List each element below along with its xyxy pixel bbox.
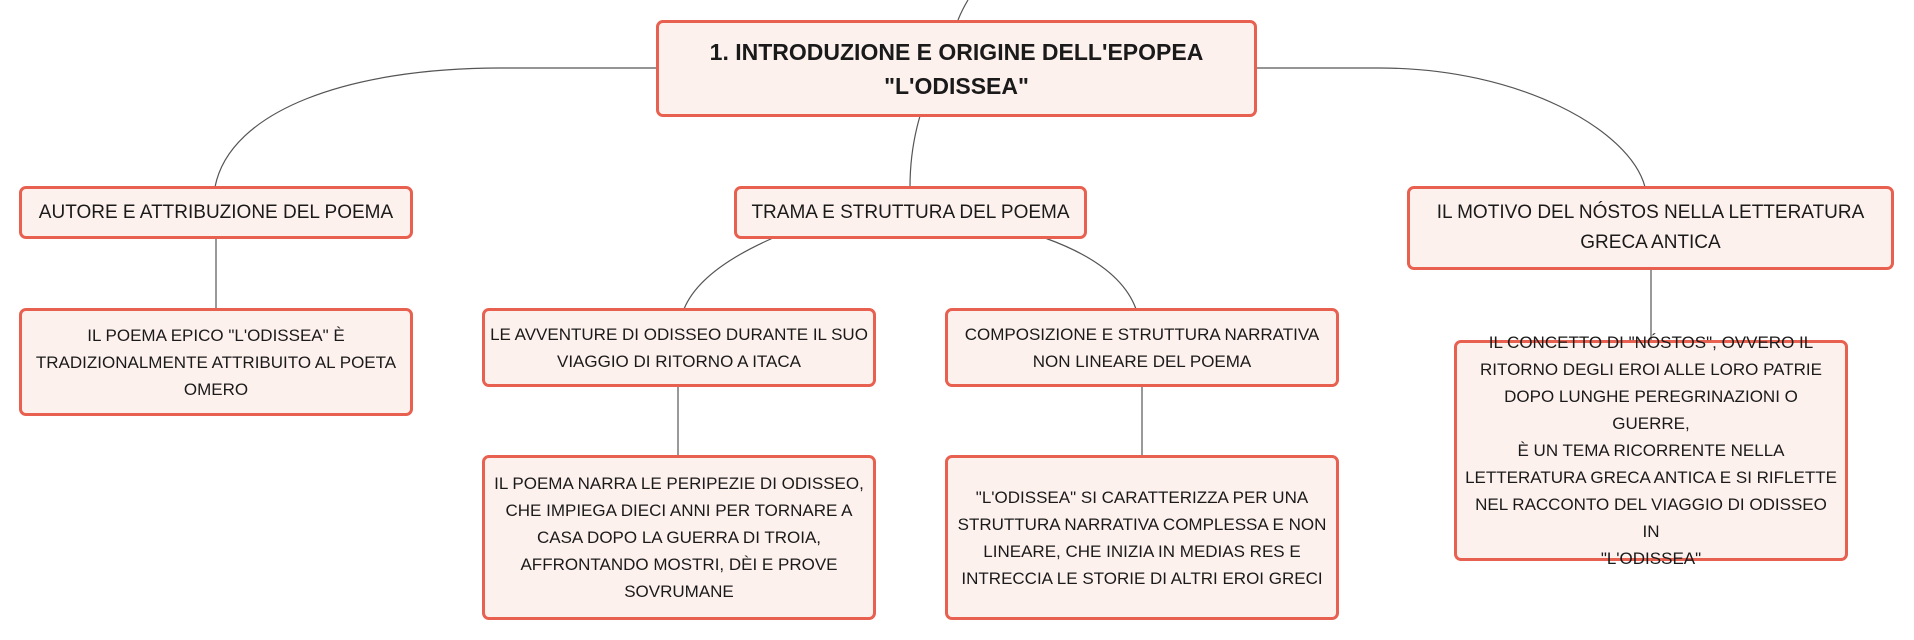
detail-nostos-line-7: "L'ODISSEA" bbox=[1600, 549, 1702, 568]
connector-trama-to-composizione bbox=[1045, 238, 1136, 309]
detail-nostos-line-1: IL CONCETTO DI "NÓSTOS", OVVERO IL bbox=[1488, 333, 1814, 352]
detail-composizione-line-3: LINEARE, CHE INIZIA IN MEDIAS RES E bbox=[983, 541, 1301, 561]
detail-nostos-line-3: DOPO LUNGHE PEREGRINAZIONI O GUERRE, bbox=[1504, 387, 1798, 433]
topic-nostos[interactable] bbox=[1407, 186, 1894, 270]
detail-nostos-line-6: NEL RACCONTO DEL VIAGGIO DI ODISSEO IN bbox=[1475, 495, 1827, 541]
detail-composizione-line-2: STRUTTURA NARRATIVA COMPLESSA E NON bbox=[957, 514, 1327, 534]
detail-avventure-line-4: AFFRONTANDO MOSTRI, DÈI E PROVE bbox=[520, 555, 838, 574]
root-line-1: 1. INTRODUZIONE E ORIGINE DELL'EPOPEA bbox=[709, 38, 1204, 65]
detail-avventure-line-1: IL POEMA NARRA LE PERIPEZIE DI ODISSEO, bbox=[494, 474, 864, 493]
root-node[interactable] bbox=[656, 20, 1257, 117]
detail-nostos-line-5: LETTERATURA GRECA ANTICA E SI RIFLETTE bbox=[1465, 468, 1837, 487]
detail-autore-line-3: OMERO bbox=[183, 379, 249, 399]
detail-avventure-line-5: SOVRUMANE bbox=[624, 582, 734, 601]
detail-composizione-line-4: INTRECCIA LE STORIE DI ALTRI EROI GRECI bbox=[961, 568, 1323, 588]
detail-autore[interactable] bbox=[19, 308, 413, 416]
connector-root-to-autore bbox=[215, 68, 657, 187]
topic-autore-label: AUTORE E ATTRIBUZIONE DEL POEMA bbox=[38, 201, 394, 223]
subtopic-avventure-line-2: VIAGGIO DI RITORNO A ITACA bbox=[556, 351, 802, 371]
connector-parent-to-root bbox=[958, 0, 968, 20]
connector-root-to-nostos bbox=[1255, 68, 1645, 187]
detail-nostos-line-4: È UN TEMA RICORRENTE NELLA bbox=[1517, 441, 1785, 460]
subtopic-avventure[interactable] bbox=[482, 308, 876, 387]
detail-autore-line-1: IL POEMA EPICO "L'ODISSEA" È bbox=[87, 325, 345, 345]
subtopic-composizione[interactable] bbox=[945, 308, 1339, 387]
detail-avventure[interactable] bbox=[482, 455, 876, 620]
detail-avventure-line-2: CHE IMPIEGA DIECI ANNI PER TORNARE A bbox=[505, 501, 853, 520]
topic-autore[interactable] bbox=[19, 186, 413, 239]
detail-composizione-line-1: "L'ODISSEA" SI CARATTERIZZA PER UNA bbox=[975, 487, 1309, 507]
topic-trama-label: TRAMA E STRUTTURA DEL POEMA bbox=[751, 201, 1070, 223]
connector-root-to-trama bbox=[910, 116, 920, 187]
subtopic-composizione-line-2: NON LINEARE DEL POEMA bbox=[1032, 351, 1252, 371]
topic-nostos-line-2: GRECA ANTICA bbox=[1580, 232, 1721, 253]
detail-composizione[interactable] bbox=[945, 455, 1339, 620]
subtopic-avventure-line-1: LE AVVENTURE DI ODISSEO DURANTE IL SUO bbox=[490, 324, 868, 344]
topic-nostos-line-1: IL MOTIVO DEL NÓSTOS NELLA LETTERATURA bbox=[1436, 202, 1865, 223]
topic-trama[interactable] bbox=[734, 186, 1087, 239]
detail-nostos-line-2: RITORNO DEGLI EROI ALLE LORO PATRIE bbox=[1480, 360, 1822, 379]
detail-autore-line-2: TRADIZIONALMENTE ATTRIBUITO AL POETA bbox=[35, 352, 397, 372]
detail-nostos[interactable] bbox=[1454, 333, 1848, 568]
root-line-2: "L'ODISSEA" bbox=[884, 72, 1029, 99]
connector-trama-to-avventure bbox=[684, 238, 773, 309]
detail-avventure-line-3: CASA DOPO LA GUERRA DI TROIA, bbox=[536, 528, 822, 547]
subtopic-composizione-line-1: COMPOSIZIONE E STRUTTURA NARRATIVA bbox=[964, 324, 1320, 344]
